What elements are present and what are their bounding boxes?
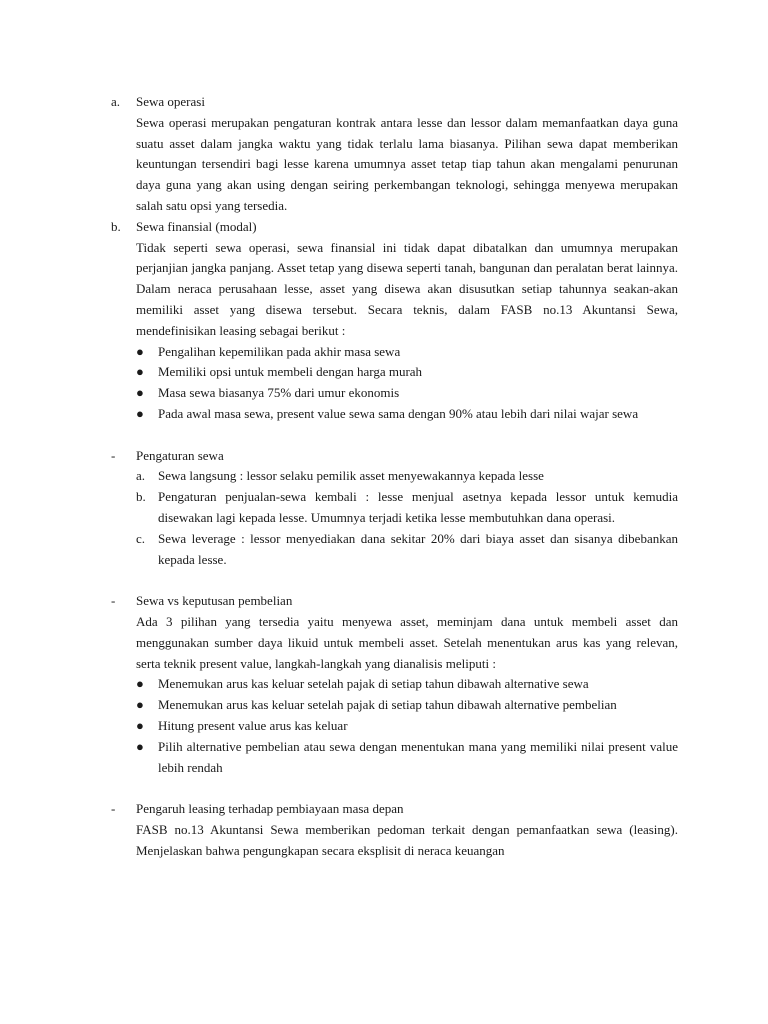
list-item — [136, 362, 678, 383]
list-item-text: Memiliki opsi untuk membeli dengan harga murah — [158, 364, 423, 380]
bullet-dot-icon: ● — [136, 697, 144, 713]
list-item-text: Masa sewa biasanya 75% dari umur ekonomis — [158, 385, 400, 401]
section-sewa-operasi — [111, 92, 678, 217]
section-title: Pengaturan sewa — [136, 447, 224, 463]
section-title: Pengaruh leasing terhadap pembiayaan masa depan — [136, 801, 404, 817]
spacer — [111, 425, 678, 446]
bullet-dot-icon: ● — [136, 385, 144, 401]
list-item — [136, 716, 678, 737]
section-marker: b. — [111, 218, 121, 234]
section-title: Sewa finansial (modal) — [136, 218, 257, 234]
list-item — [136, 737, 678, 779]
bullet-dot-icon: ● — [136, 717, 144, 733]
section-marker: - — [111, 593, 116, 609]
sub-item-marker: a. — [136, 468, 146, 484]
list-item-text: Pengalihan kepemilikan pada akhir masa sewa — [158, 343, 401, 359]
sub-item-marker: b. — [136, 489, 146, 505]
section-paragraph: Ada 3 pilihan yang tersedia yaitu menyewa asset, meminjam dana untuk membeli asset dan menggunakan sumber daya likuid untuk membeli asset. Setelah menentukan arus kas yang relevan, serta teknik present value, langkah-langkah yang dianalisis meliputi : — [136, 613, 678, 671]
section-marker: a. — [111, 94, 121, 109]
list-item-text: Pilih alternative pembelian atau sewa dengan menentukan mana yang memiliki nilai present value lebih rendah — [158, 738, 678, 775]
section-paragraph: Tidak seperti sewa operasi, sewa finansial ini tidak dapat dibatalkan dan umumnya merupakan perjanjian jangka panjang. Asset tetap yang disewa seperti tanah, bangunan dan peralatan berat lainnya. Dalam neraca perusahaan lesse, asset yang disewa akan disusutkan setiap tahunnya seakan-akan memiliki asset yang disewa tersebut. Secara teknis, dalam FASB no.13 Akuntansi Sewa, mendefinisikan leasing sebagai berikut : — [136, 239, 678, 338]
bullet-dot-icon: ● — [136, 738, 144, 754]
section-sewa-finansial — [111, 217, 678, 425]
bullet-dot-icon: ● — [136, 676, 144, 692]
list-item-text: Pada awal masa sewa, present value sewa sama dengan 90% atau lebih dari nilai wajar sewa — [158, 405, 639, 421]
section-title: Sewa operasi — [136, 94, 205, 109]
list-item-text: Hitung present value arus kas keluar — [158, 717, 348, 733]
section-title: Sewa vs keputusan pembelian — [136, 593, 293, 609]
sub-item-text: Sewa leverage : lessor menyediakan dana sekitar 20% dari biaya asset dan sisanya dibebankan kepada lesse. — [158, 530, 678, 567]
sub-item-text: Pengaturan penjualan-sewa kembali : lesse menjual asetnya kepada lessor untuk kemudia disewakan lagi kepada lesse. Umumnya terjadi ketika lesse membutuhkan dana operasi. — [158, 489, 678, 525]
bullet-list — [136, 674, 678, 778]
bullet-dot-icon: ● — [136, 343, 144, 359]
sub-item — [136, 487, 678, 529]
section-paragraph: FASB no.13 Akuntansi Sewa memberikan pedoman terkait dengan pemanfaatkan sewa (leasing). Menjelaskan bahwa pengungkapan secara eksplisit di neraca keuangan — [136, 821, 678, 858]
sub-item-text: Sewa langsung : lessor selaku pemilik asset menyewakannya kepada lesse — [158, 468, 544, 484]
sub-item — [136, 466, 678, 487]
bullet-dot-icon: ● — [136, 364, 144, 380]
spacer — [111, 570, 678, 591]
list-item — [136, 695, 678, 716]
list-item-text: Menemukan arus kas keluar setelah pajak di setiap tahun dibawah alternative pembelian — [158, 697, 617, 713]
section-pengaturan-sewa — [111, 446, 678, 571]
list-item — [136, 383, 678, 404]
section-paragraph: Sewa operasi merupakan pengaturan kontrak antara lesse dan lessor dalam memanfaatkan daya guna suatu asset dalam jangka waktu yang tidak terlalu lama biasanya. Pilihan sewa dapat memberikan keuntungan tersendiri bagi lesse karena umumnya asset tetap tiap tahun akan mengalami penurunan daya guna yang akan using dengan seiring perkembangan teknologi, sehingga menyewa merupakan salah satu opsi yang tersedia. — [136, 114, 678, 213]
spacer — [111, 778, 678, 799]
sub-item-marker: c. — [136, 530, 146, 546]
bullet-dot-icon: ● — [136, 405, 144, 421]
list-item — [136, 342, 678, 363]
section-marker: - — [111, 447, 116, 463]
bullet-list — [136, 342, 678, 425]
sub-item — [136, 529, 678, 571]
list-item-text: Menemukan arus kas keluar setelah pajak di setiap tahun dibawah alternative sewa — [158, 676, 589, 692]
section-pengaruh-leasing — [111, 799, 678, 861]
list-item — [136, 404, 678, 425]
list-item — [136, 674, 678, 695]
section-sewa-vs-pembelian — [111, 591, 678, 778]
section-marker: - — [111, 801, 116, 817]
